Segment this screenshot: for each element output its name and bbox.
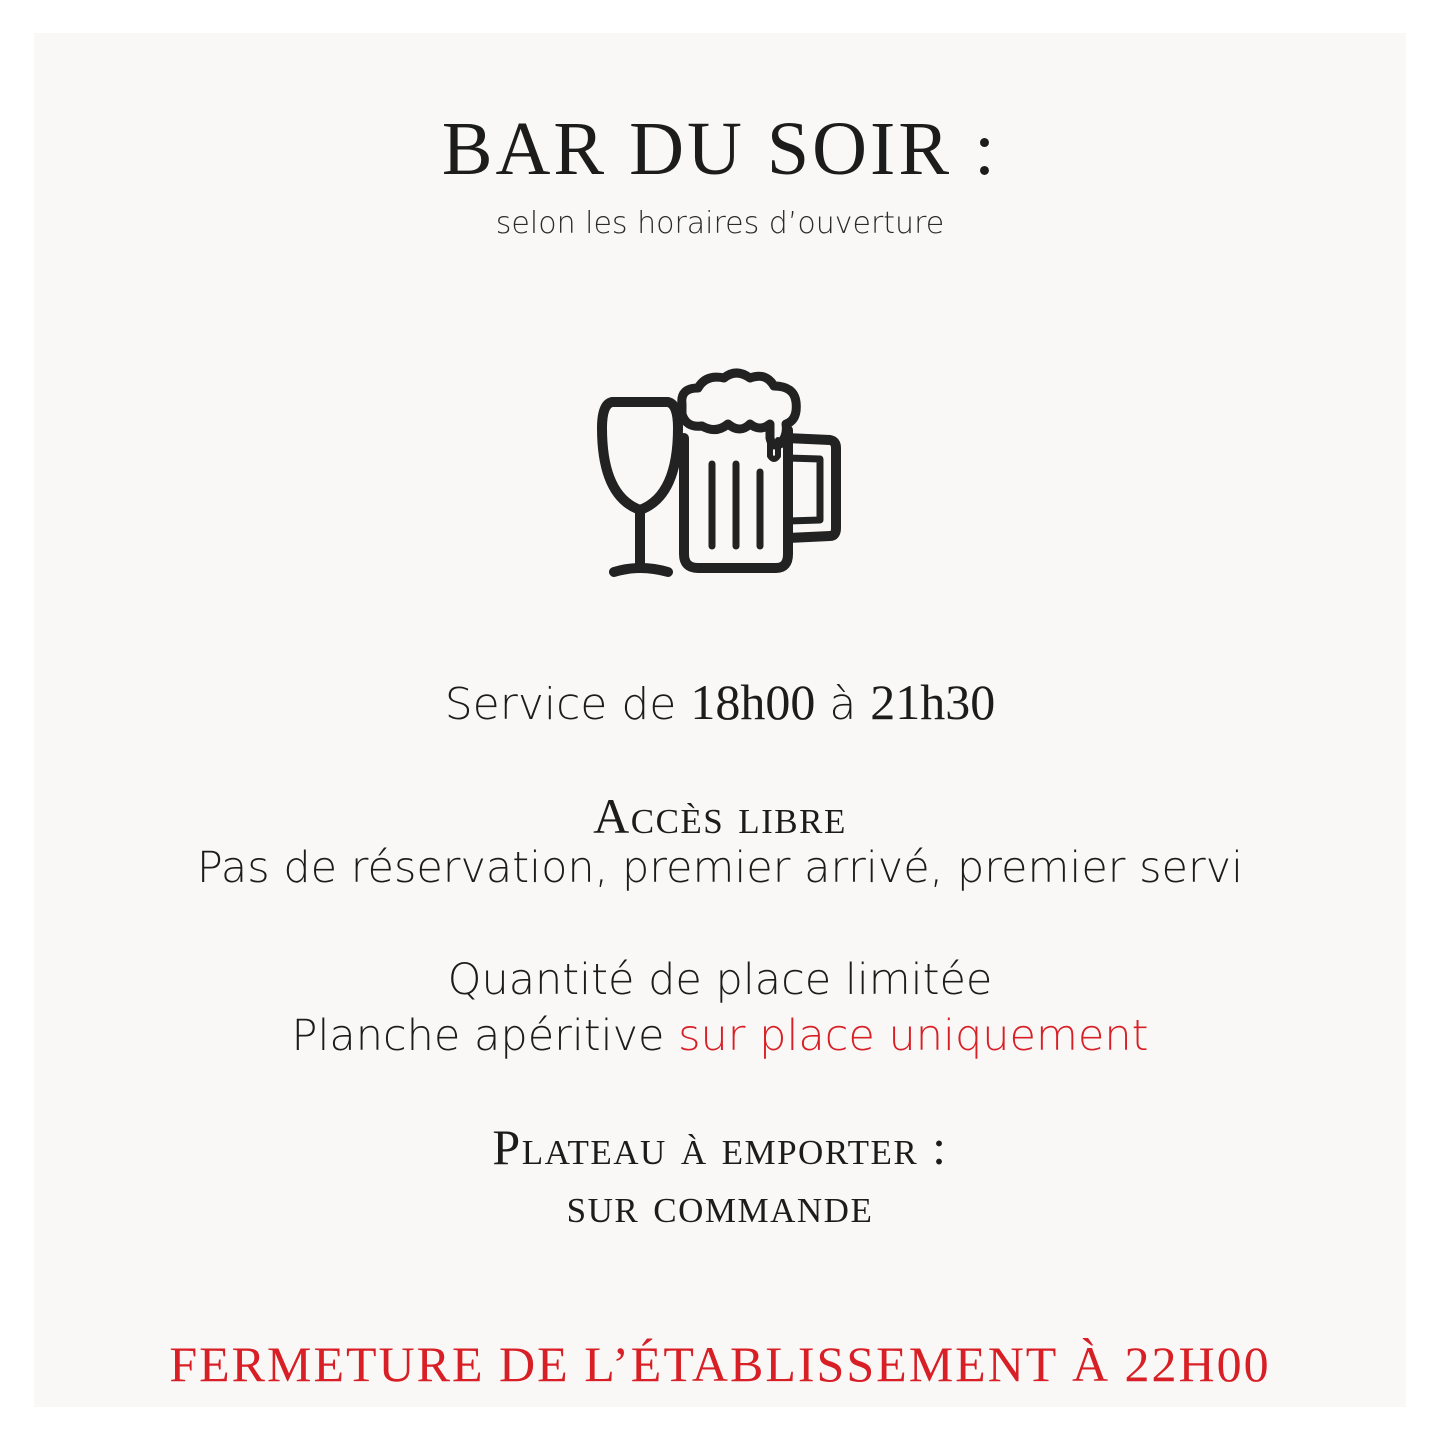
closing-notice: FERMETURE DE L’ÉTABLISSEMENT À 22H00 — [169, 1336, 1271, 1392]
page-subtitle: selon les horaires d’ouverture — [495, 206, 945, 241]
service-start-time: 18h00 — [690, 674, 816, 730]
plateau-heading: Plateau à emporter : — [492, 1119, 948, 1175]
planche-line — [0, 1008, 1440, 1064]
page-title: BAR DU SOIR : — [441, 107, 999, 191]
places-limitees: Quantité de place limitée — [447, 955, 993, 1005]
planche-highlight: sur place uniquement — [678, 1011, 1149, 1061]
service-end-time: 21h30 — [870, 674, 996, 730]
planche-prefix: Planche apéritive — [291, 1011, 679, 1061]
service-prefix: Service de — [444, 679, 691, 730]
service-middle: à — [815, 679, 871, 730]
wine-glass-and-beer-mug-icon — [590, 368, 850, 583]
service-hours — [0, 672, 1440, 735]
plateau-detail: sur commande — [566, 1177, 874, 1233]
acces-detail: Pas de réservation, premier arrivé, premier servi — [196, 843, 1244, 893]
acces-heading: Accès libre — [593, 788, 847, 844]
